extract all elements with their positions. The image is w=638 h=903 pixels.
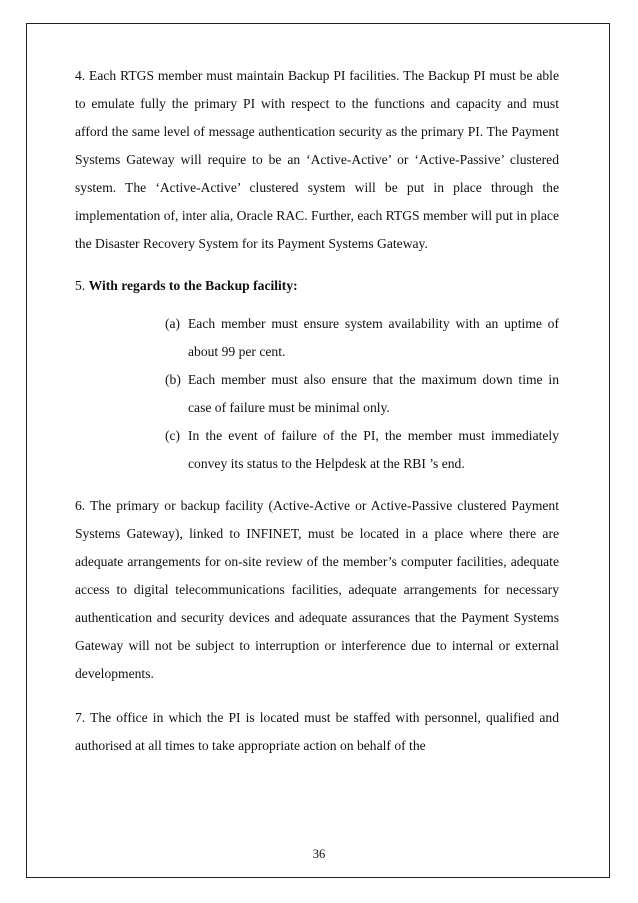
list-text-c: In the event of failure of the PI, the member must immediately convey its status to the Helpdesk at the RBI ’s end.: [188, 428, 559, 471]
paragraph-5-heading: [75, 272, 559, 300]
backup-facility-list: [75, 310, 559, 478]
list-marker-a: (a): [165, 316, 181, 331]
list-item-a: [165, 310, 559, 366]
list-marker-c: (c): [165, 428, 181, 443]
paragraph-5-number: 5.: [75, 278, 89, 293]
list-text-a: Each member must ensure system availability with an uptime of about 99 per cent.: [188, 316, 559, 359]
document-body: [75, 62, 559, 776]
paragraph-6: 6. The primary or backup facility (Active-Active or Active-Passive clustered Payment Systems Gateway), linked to INFINET, must be located in a place where there are adequate arrangements for on-site review of the member’s computer facilities, adequate access to digital telecommunications facilities, adequate arrangements for necessary authentication and security devices and adequate assurances that the Payment Systems Gateway will not be subject to interruption or interference due to internal or external developments.: [75, 498, 559, 681]
list-marker-b: (b): [165, 372, 181, 387]
list-text-b: Each member must also ensure that the maximum down time in case of failure must be minimal only.: [188, 372, 559, 415]
list-item-b: [165, 366, 559, 422]
paragraph-4: 4. Each RTGS member must maintain Backup PI facilities. The Backup PI must be able to emulate fully the primary PI with respect to the functions and capacity and must afford the same level of message authentication security as the primary PI. The Payment Systems Gateway will require to be an ‘Active-Active’ or ‘Active-Passive’ clustered system. The ‘Active-Active’ clustered system will be put in place through the implementation of, inter alia, Oracle RAC. Further, each RTGS member will put in place the Disaster Recovery System for its Payment Systems Gateway.: [75, 68, 559, 251]
paragraph-7: 7. The office in which the PI is located must be staffed with personnel, qualified and authorised at all times to take appropriate action on behalf of the: [75, 710, 559, 753]
backup-facility-heading: With regards to the Backup facility:: [88, 278, 298, 293]
list-item-c: [165, 422, 559, 478]
page-number: 36: [312, 847, 326, 861]
